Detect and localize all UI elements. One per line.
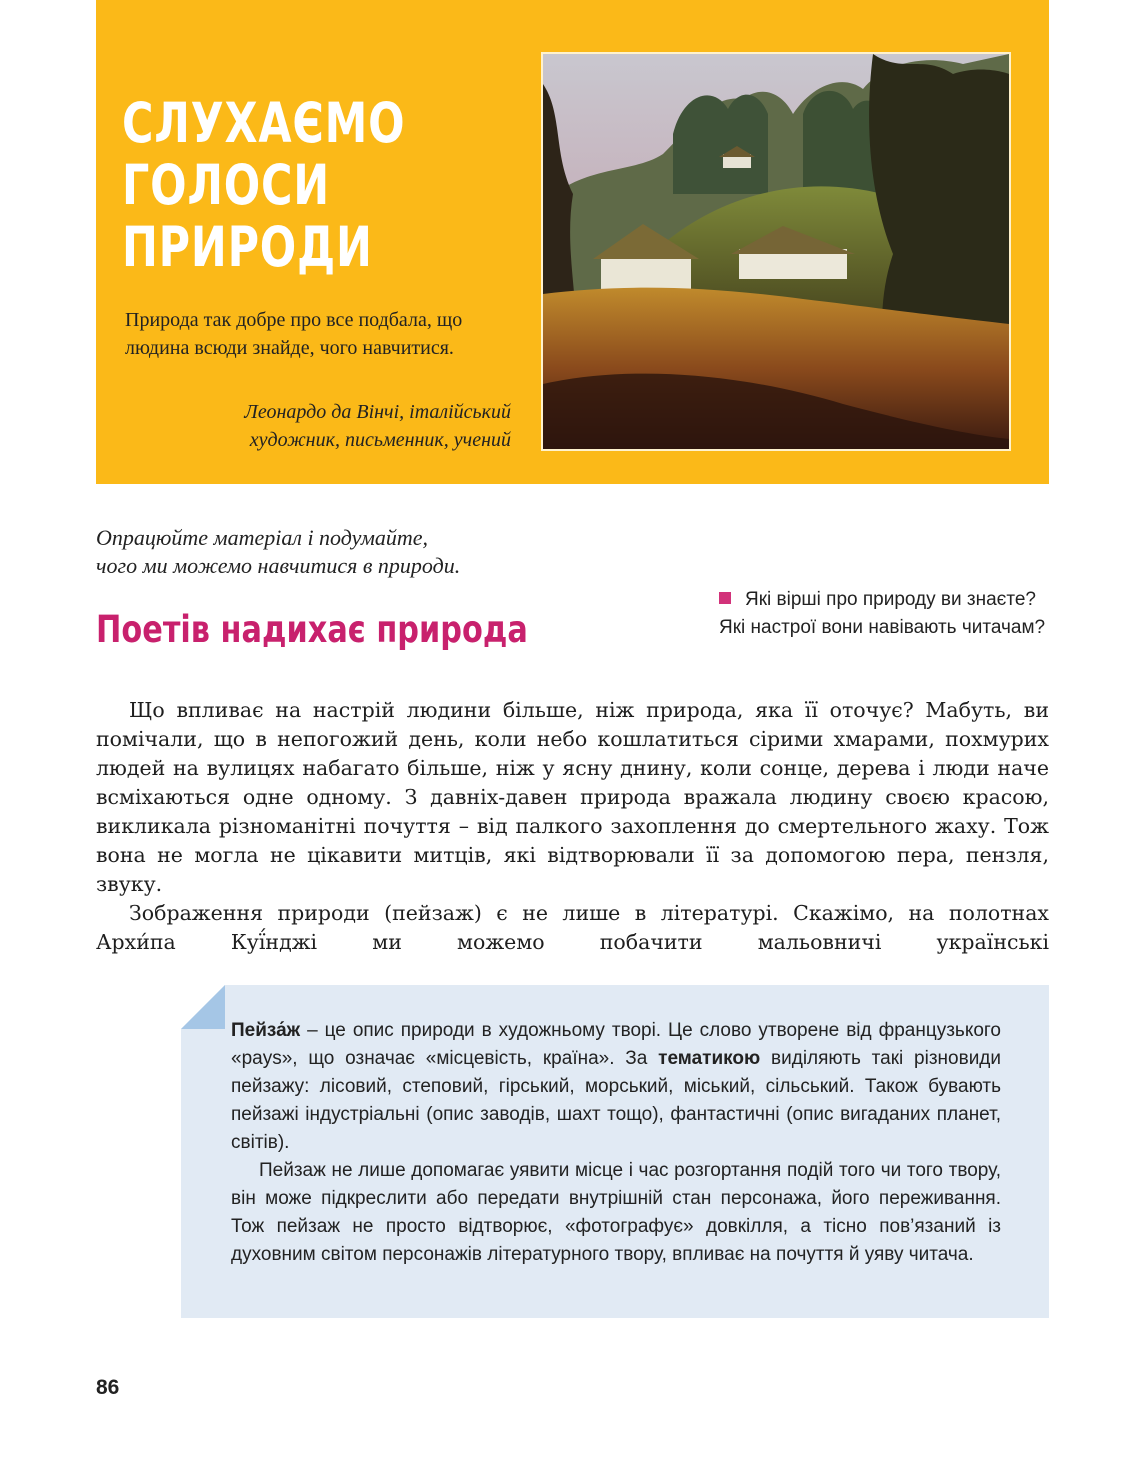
painting-illustration: [543, 54, 1009, 449]
side-question: [719, 586, 1049, 642]
definition-text-part-1: – це опис природи в художньому творі. Це слово утворене від французького «pays», що означає «місцевість, країна». За: [231, 1020, 1001, 1069]
body-paragraph-2: Зображення природи (пейзаж) є не лише в літературі. Скажімо, на полотнах Архи́па Куї́нджі ми можемо побачити мальовничі українські: [96, 901, 1049, 954]
chapter-title-line-2: ГОЛОСИ: [122, 153, 330, 217]
task-prompt-line-1: Опрацюйте матеріал і подумайте,: [96, 525, 429, 550]
body-paragraph-1: Що впливає на настрій людини більше, ніж природа, яка її оточує? Мабуть, ви помічали, що в непогожий день, коли небо кошлатиться сірими хмарами, похмурих людей на вулицях набагато більше, ніж у ясну днину, коли сонце, дерева і люди наче всміхаються одне одному. З давніх-давен природа вражала людину своєю красою, викликала різноманітні почуття – від палкого захоплення до смертельного жаху. Тож вона не могла не цікавити митців, які відтворювали її за допомогою пера, пензля, звуку.: [96, 698, 1049, 896]
definition-bold-word: тематикою: [658, 1048, 761, 1069]
epigraph-quote: Природа так добре про все подбала, що людина всюди знайде, чого навчитися.: [125, 309, 463, 359]
side-question-text: Які вірші про природу ви знаєте? Які настрої вони навівають читачам?: [719, 589, 1046, 638]
epigraph-author-line-1: Леонардо да Вінчі, італійський: [244, 401, 511, 423]
definition-paragraph-1: [231, 1017, 1001, 1157]
chapter-title-line-3: ПРИРОДИ: [122, 215, 373, 279]
landscape-painting: [541, 52, 1011, 451]
task-prompt-line-2: чого ми можемо навчитися в природи.: [96, 553, 461, 578]
definition-text: [231, 1017, 1001, 1269]
definition-term: Пейза́ж: [231, 1020, 301, 1041]
page-number: 86: [96, 1376, 120, 1399]
chapter-title-line-1: СЛУХАЄМО: [122, 91, 406, 155]
definition-paragraph-2: Пейзаж не лише допомагає уявити місце і час розгортання подій того чи того твору, він може підкреслити або передати внутрішній стан персонажа, його переживання. Тож пейзаж не просто відтворює, «фотографує» довкілля, а тісно пов’язаний із духовним світом персонажів літературного твору, впливає на почуття й уяву читача.: [231, 1160, 1001, 1265]
chapter-title: [122, 92, 405, 278]
epigraph-author: [120, 398, 511, 454]
square-bullet-icon: [719, 592, 731, 604]
section-heading: Поетів надихає природа: [96, 608, 528, 651]
epigraph-author-line-2: художник, письменник, учений: [249, 429, 511, 451]
main-text: [96, 696, 1049, 957]
task-prompt: [96, 524, 616, 580]
definition-text-part-2: виділяють такі різновиди пейзажу: лісовий, степовий, гірський, морський, міський, сільський. Також бувають пейзажі індустріальні (опис заводів, шахт тощо), фантастичні (опис вигаданих планет, світів).: [231, 1048, 1002, 1153]
